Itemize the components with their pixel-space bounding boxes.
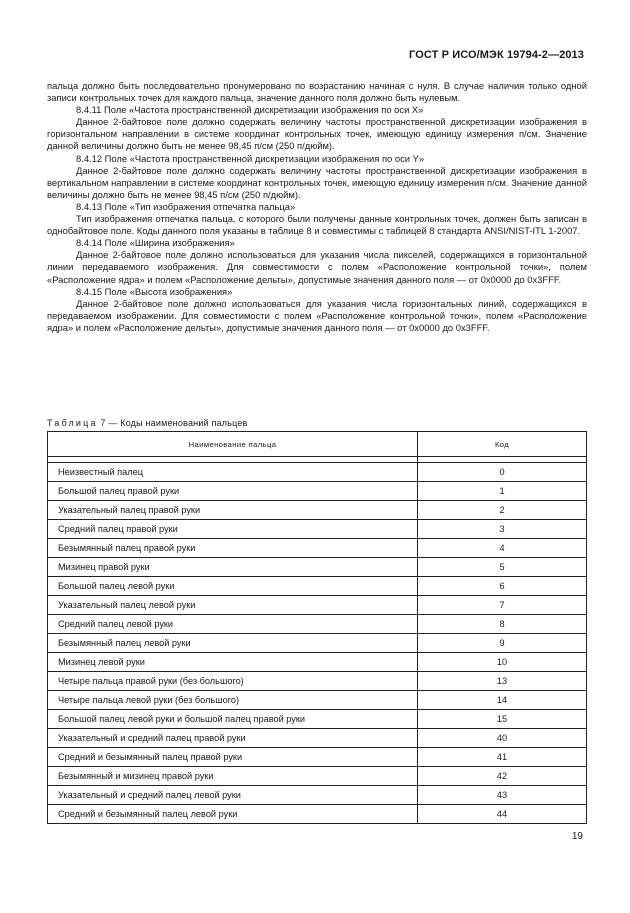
finger-name-cell: Четыре пальца правой руки (без большого): [48, 672, 418, 691]
table-row: [48, 615, 587, 634]
finger-name-cell: Мизинец левой руки: [48, 653, 418, 672]
table-row: [48, 767, 587, 786]
finger-code-cell: 5: [418, 558, 587, 577]
finger-name-cell: Большой палец левой руки: [48, 577, 418, 596]
finger-code-cell: 0: [418, 463, 587, 482]
document-id: ГОСТ Р ИСО/МЭК 19794-2—2013: [409, 49, 584, 61]
finger-name-cell: Безымянный палец левой руки: [48, 634, 418, 653]
finger-name-cell: Безымянный палец правой руки: [48, 539, 418, 558]
finger-code-cell: 7: [418, 596, 587, 615]
table-row: [48, 558, 587, 577]
table-row: [48, 786, 587, 805]
table-row: [48, 672, 587, 691]
finger-code-cell: 4: [418, 539, 587, 558]
table-row: [48, 653, 587, 672]
finger-name-cell: Средний палец правой руки: [48, 520, 418, 539]
finger-code-cell: 40: [418, 729, 587, 748]
section-heading-8-4-14: 8.4.14 Поле «Ширина изображения»: [76, 237, 235, 249]
finger-code-cell: 14: [418, 691, 587, 710]
page-number: 19: [571, 831, 583, 842]
table-body: [48, 457, 587, 824]
finger-name-cell: Безымянный и мизинец правой руки: [48, 767, 418, 786]
table-row: [48, 634, 587, 653]
finger-name-cell: Средний палец левой руки: [48, 615, 418, 634]
finger-name-cell: Неизвестный палец: [48, 463, 418, 482]
header-code: Код: [418, 432, 587, 457]
finger-name-cell: Мизинец правой руки: [48, 558, 418, 577]
table-row: [48, 710, 587, 729]
table-row: [48, 463, 587, 482]
finger-code-cell: 9: [418, 634, 587, 653]
table-row: [48, 691, 587, 710]
finger-code-cell: 3: [418, 520, 587, 539]
finger-code-cell: 42: [418, 767, 587, 786]
table-header-row: [48, 432, 587, 457]
finger-name-cell: Средний и безымянный палец правой руки: [48, 748, 418, 767]
table-row: [48, 539, 587, 558]
paragraph: Данное 2-байтовое поле должно использоваться для указания числа пикселей, содержащихся в горизонтальной линии передаваемого изображения. Для совместимости с полем «Расположение контрольной точки», полем «Расположение ядра» и полем «Расположение дельты», допустимые значения данного поля — от 0x0000 до 0x3FFF.: [47, 249, 587, 285]
finger-name-cell: Четыре пальца левой руки (без большого): [48, 691, 418, 710]
finger-code-cell: 8: [418, 615, 587, 634]
finger-code-cell: 1: [418, 482, 587, 501]
body-text: [47, 80, 587, 334]
section-heading-8-4-13: 8.4.13 Поле «Тип изображения отпечатка пальца»: [76, 200, 296, 212]
finger-name-cell: Указательный и средний палец правой руки: [48, 729, 418, 748]
table-row: [48, 748, 587, 767]
table-caption-title: Коды наименований пальцев: [120, 418, 248, 428]
finger-code-cell: 10: [418, 653, 587, 672]
table-row: [48, 729, 587, 748]
finger-name-cell: Указательный и средний палец левой руки: [48, 786, 418, 805]
finger-codes-table: [47, 431, 587, 824]
section-heading-8-4-15: 8.4.15 Поле «Высота изображения»: [76, 285, 233, 297]
table-row: [48, 520, 587, 539]
finger-code-cell: 6: [418, 577, 587, 596]
finger-code-cell: 15: [418, 710, 587, 729]
table-row: [48, 596, 587, 615]
section-heading-8-4-11: 8.4.11 Поле «Частота пространственной дискретизации изображения по оси X»: [76, 104, 424, 116]
table-row: [48, 577, 587, 596]
finger-code-cell: 44: [418, 805, 587, 824]
paragraph: Тип изображения отпечатка пальца, с которого были получены данные контрольных точек, должен быть записан в однобайтовое поле. Коды данного поля указаны в таблице 8 и совместимы с таблицей 8 стандарта ANSI/NIST-ITL 1-2007.: [47, 213, 587, 237]
paragraph: Данное 2-байтовое поле должно содержать величину частоты пространственной дискретизации изображения в горизонтальном направлении в системе координат контрольных точек, имеющую единицу измерения п/см. Значение данной величины должно быть не менее 98,45 п/см (250 п/дюйм).: [47, 116, 587, 152]
section-heading-8-4-12: 8.4.12 Поле «Частота пространственной дискретизации изображения по оси Y»: [76, 152, 425, 164]
paragraph: Данное 2-байтовое поле должно содержать величину частоты пространственной дискретизации изображения в вертикальном направлении в системе координат контрольных точек, имеющую единицу измерения п/см. Значение данной величины должно быть не менее 98,45 п/см (250 п/дюйм).: [47, 164, 587, 200]
table-row: [48, 805, 587, 824]
paragraph: Данное 2-байтовое поле должно использоваться для указания числа горизонтальных линий, содержащихся в передаваемом изображении. Для совместимости с полем «Расположение контрольной точки», полем «Расположение ядра» и полем «Расположение дельты», допустимые значения данного поля — от 0x0000 до 0x3FFF.: [47, 297, 587, 333]
finger-name-cell: Большой палец левой руки и большой палец правой руки: [48, 710, 418, 729]
table-caption-label: Таблица: [47, 418, 98, 428]
finger-code-cell: 43: [418, 786, 587, 805]
finger-code-cell: 13: [418, 672, 587, 691]
finger-name-cell: Указательный палец правой руки: [48, 501, 418, 520]
finger-code-cell: 41: [418, 748, 587, 767]
paragraph: пальца должно быть последовательно пронумеровано по возрастанию начиная с нуля. В случае наличия только одной записи контрольных точек для каждого пальца, значение данного поля должно быть нулевым.: [47, 80, 587, 104]
table-row: [48, 501, 587, 520]
finger-name-cell: Большой палец правой руки: [48, 482, 418, 501]
table-row: [48, 482, 587, 501]
finger-code-cell: 2: [418, 501, 587, 520]
table-caption-number: 7 —: [100, 418, 118, 428]
header-finger-name: Наименование пальца: [48, 432, 418, 457]
finger-name-cell: Средний и безымянный палец левой руки: [48, 805, 418, 824]
table-caption: [47, 418, 248, 428]
finger-name-cell: Указательный палец левой руки: [48, 596, 418, 615]
